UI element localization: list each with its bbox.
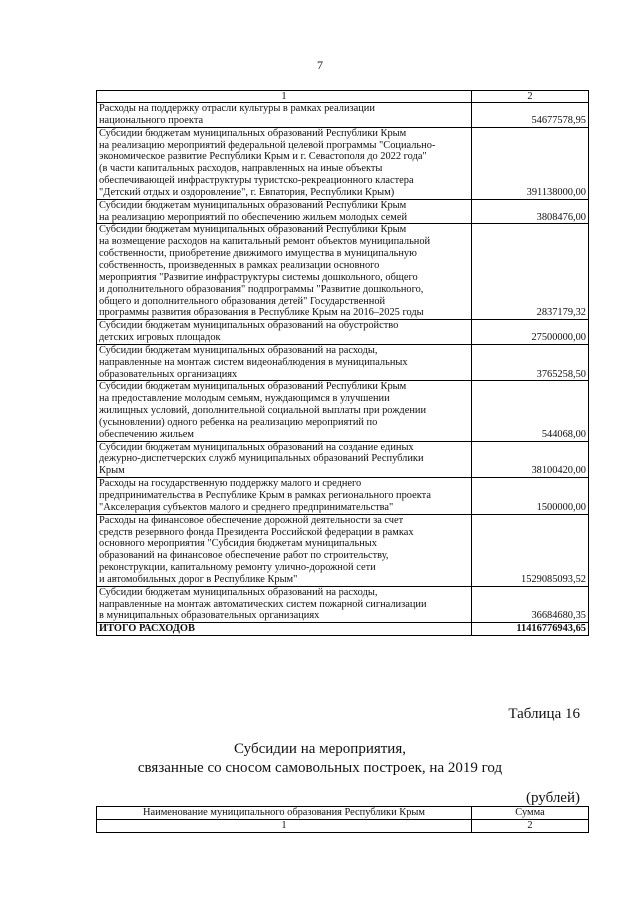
section-title-line-1: Субсидии на мероприятия, — [234, 741, 406, 757]
subsidy-table-numbers — [97, 820, 589, 833]
row-name: Субсидии бюджетам муниципальных образований Республики Крым на реализацию мероприятий федеральной целевой программы "Социально- экономическое развитие Республики Крым и г. Севастополя до 2022 года" (в части капитальных расходов, направленных на иные объекты обеспечивающей инфраструктуры туристско-рекреационного кластера "Детский отдых и оздоровление", г. Евпатория, Республики Крым) — [97, 127, 472, 199]
section-title-line-2: связанные со сносом самовольных построек, на 2019 год — [137, 760, 503, 776]
row-amount: 38100420,00 — [472, 441, 589, 478]
row-name: Субсидии бюджетам муниципальных образований на обустройство детских игровых площадок — [97, 320, 472, 345]
row-name: Субсидии бюджетам муниципальных образований на создание единых дежурно-диспетчерских служб муниципальных образований Республики Крым — [97, 441, 472, 478]
table-row — [97, 103, 589, 128]
table-header-row — [97, 91, 589, 103]
row-name: Субсидии бюджетам муниципальных образований на расходы, направленные на монтаж автоматических систем пожарной сигнализации в муниципальных образовательных организациях — [97, 586, 472, 623]
row-amount: 36684680,35 — [472, 586, 589, 623]
table-row — [97, 344, 589, 381]
table-row — [97, 199, 589, 224]
row-name: Субсидии бюджетам муниципальных образований на расходы, направленные на монтаж систем видеонаблюдения в муниципальных образовательных организациях — [97, 344, 472, 381]
table-row — [97, 224, 589, 320]
row-amount: 1529085093,52 — [472, 514, 589, 586]
subsidy-num-2: 2 — [472, 820, 589, 833]
row-amount: 2837179,32 — [472, 224, 589, 320]
row-name: Расходы на поддержку отрасли культуры в рамках реализации национального проекта — [97, 103, 472, 128]
subsidy-table — [96, 806, 589, 833]
page-number: 7 — [317, 58, 323, 72]
subsidy-col-sum: Сумма — [472, 807, 589, 820]
table-row — [97, 478, 589, 515]
row-name: Субсидии бюджетам муниципальных образований Республики Крым на предоставление молодым семьям, нуждающимся в улучшении жилищных условий, дополнительной социальной выплаты при рождении (усыновлении) одного ребенка на реализацию мероприятий по обеспечению жильем — [97, 381, 472, 441]
row-name: Субсидии бюджетам муниципальных образований Республики Крым на возмещение расходов на капитальный ремонт объектов муниципальной собственности, приобретение движимого имущества в муниципальную собственность, произведенных в рамках реализации основного мероприятия "Развитие инфраструктуры системы дошкольного, общего и дополнительного образования" подпрограммы "Развитие дошкольного, общего и дополнительного образования детей" Государственной программы развития образования в Республике Крым на 2016–2025 годы — [97, 224, 472, 320]
total-label: ИТОГО РАСХОДОВ — [97, 623, 472, 636]
total-amount: 11416776943,65 — [472, 623, 589, 636]
row-amount: 391138000,00 — [472, 127, 589, 199]
row-name: Расходы на финансовое обеспечение дорожной деятельности за счет средств резервного фонда Президента Российской федерации в рамках основного мероприятия "Субсидия бюджетам муниципальных образований на финансовое обеспечение работ по строительству, реконструкции, капитальному ремонту улично-дорожной сети и автомобильных дорог в Республике Крым" — [97, 514, 472, 586]
header-col-2: 2 — [472, 91, 589, 103]
table-row — [97, 586, 589, 623]
header-col-1: 1 — [97, 91, 472, 103]
row-amount: 54677578,95 — [472, 103, 589, 128]
table-row — [97, 127, 589, 199]
table-row — [97, 381, 589, 441]
row-amount: 3808476,00 — [472, 199, 589, 224]
subsidy-table-header — [97, 807, 589, 820]
unit-label: (рублей) — [525, 790, 580, 806]
row-name: Субсидии бюджетам муниципальных образований Республики Крым на реализацию мероприятий по обеспечению жильем молодых семей — [97, 199, 472, 224]
budget-table — [96, 90, 589, 636]
table-label: Таблица 16 — [508, 706, 580, 722]
table-row — [97, 441, 589, 478]
table-row — [97, 320, 589, 345]
row-amount: 3765258,50 — [472, 344, 589, 381]
row-name: Расходы на государственную поддержку малого и среднего предпринимательства в Республике Крым в рамках регионального проекта "Акселерация субъектов малого и среднего предпринимательства" — [97, 478, 472, 515]
row-amount: 544068,00 — [472, 381, 589, 441]
row-amount: 1500000,00 — [472, 478, 589, 515]
total-row — [97, 623, 589, 636]
row-amount: 27500000,00 — [472, 320, 589, 345]
subsidy-num-1: 1 — [97, 820, 472, 833]
subsidy-col-name: Наименование муниципального образования Республики Крым — [97, 807, 472, 820]
table-row — [97, 514, 589, 586]
